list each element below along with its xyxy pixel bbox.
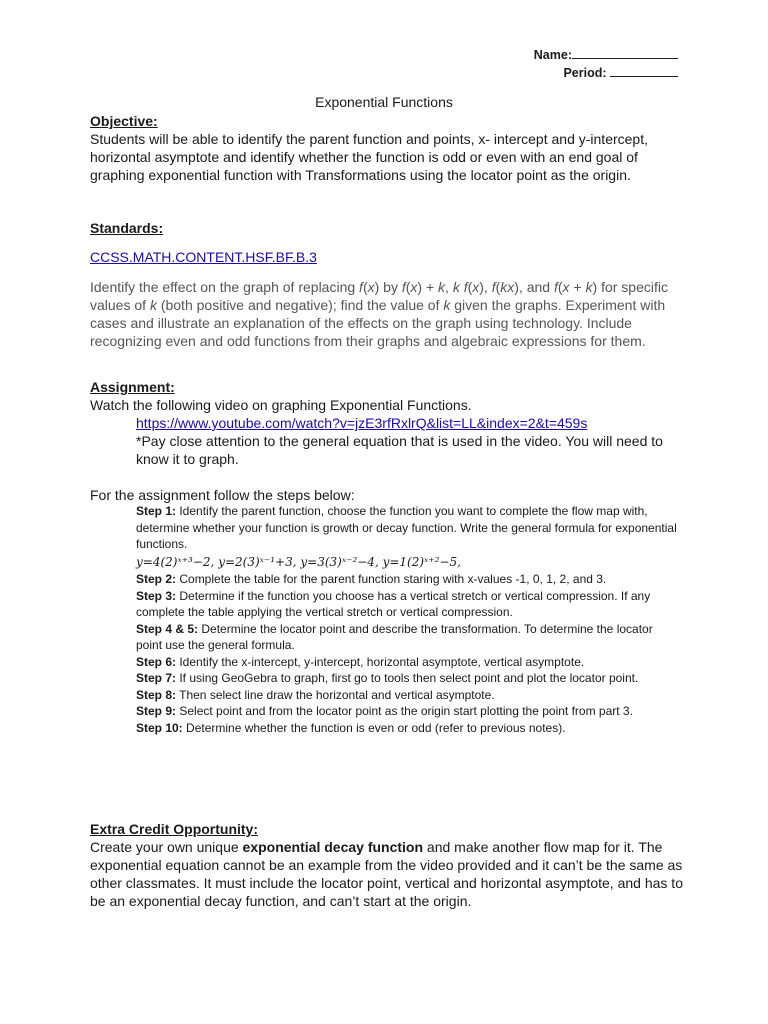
name-blank[interactable]: [572, 58, 678, 59]
step-2: Step 2: Complete the table for the parent function staring with x-values -1, 0, 1, 2, and 3.: [136, 572, 607, 586]
period-label: Period:: [563, 66, 607, 80]
assignment-intro: Watch the following video on graphing Exponential Functions.: [90, 397, 472, 413]
page-title: Exponential Functions: [315, 94, 453, 110]
assignment-section: [90, 378, 690, 414]
steps-intro: For the assignment follow the steps below:: [90, 487, 355, 503]
standards-section: [90, 219, 690, 237]
objective-text: Students will be able to identify the parent function and points, x- intercept and y-intercept, horizontal asymptote and identify whether the function is odd or even with an end goal of graphing exponential function with Transformations using the locator point as the origin.: [90, 131, 648, 183]
video-link[interactable]: https://www.youtube.com/watch?v=jzE3rfRxlrQ&list=LL&index=2&t=459s: [136, 415, 588, 431]
assignment-note: *Pay close attention to the general equation that is used in the video. You will need to know it to graph.: [136, 433, 663, 467]
step-3: Step 3: Determine if the function you choose has a vertical stretch or vertical compression. If any complete the table applying the vertical stretch or vertical compression.: [136, 588, 651, 619]
steps-list: [136, 503, 681, 736]
period-blank[interactable]: [610, 76, 678, 77]
standards-heading: Standards:: [90, 220, 164, 236]
step-1: Step 1: Identify the parent function, choose the function you want to complete the flow map with, determine whether your function is growth or decay function. Write the general formula for exponential functions.: [136, 504, 677, 551]
video-link-row: [136, 414, 686, 432]
assignment-heading: Assignment:: [90, 379, 175, 395]
standard-link[interactable]: CCSS.MATH.CONTENT.HSF.BF.B.3: [90, 249, 317, 265]
objective-heading: Objective:: [90, 113, 158, 129]
name-field[interactable]: [534, 48, 678, 62]
step-9: Step 9: Select point and from the locator point as the origin start plotting the point from part 3.: [136, 704, 633, 718]
step-6: Step 6: Identify the x-intercept, y-intercept, horizontal asymptote, vertical asymptote.: [136, 654, 585, 669]
step-10: Step 10: Determine whether the function is even or odd (refer to previous notes).: [136, 720, 566, 735]
standards-link-row: [90, 248, 690, 266]
extra-credit-text: Create your own unique exponential decay function and make another flow map for it. The exponential equation cannot be an example from the video provided and it can’t be the same as other classmates. It must include the locator point, vertical and horizontal asymptote, and has to be an exponential decay function, and can’t start at the origin.: [90, 839, 683, 909]
standards-text: Identify the effect on the graph of replacing f(x) by f(x) + k, k f(x), f(kx), and f(x + k) for specific values of k (both positive and negative); find the value of k given the graphs. Experiment with cases and illustrate an explanation of the effects on the graph using technology. Include recognizing even and odd functions from their graphs and algebraic expressions for them.: [90, 279, 668, 349]
step-8: Step 8: Then select line draw the horizontal and vertical asymptote.: [136, 687, 495, 702]
extra-credit-section: [90, 820, 690, 910]
objective-section: [90, 112, 690, 184]
step-4-5: Step 4 & 5: Determine the locator point and describe the transformation. To determine the locator point use the general formula.: [136, 621, 653, 652]
extra-credit-heading: Extra Credit Opportunity:: [90, 821, 259, 837]
period-field[interactable]: [563, 66, 678, 80]
step-7: Step 7: If using GeoGebra to graph, first go to tools then select point and plot the locator point.: [136, 671, 639, 685]
equations-list: y=4(2)ˣ⁺³−2, y=2(3)ˣ⁻¹+3, y=3(3)ˣ⁻²−4, y=1(2)ˣ⁺²−5,: [136, 554, 461, 569]
name-label: Name:: [533, 48, 572, 62]
